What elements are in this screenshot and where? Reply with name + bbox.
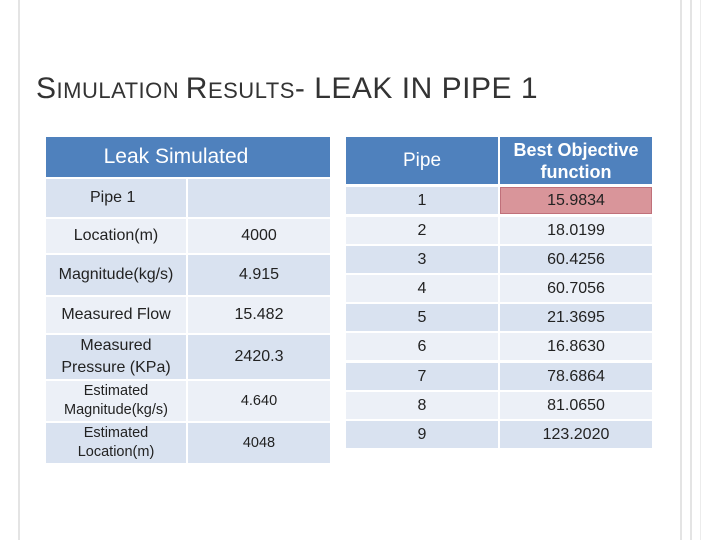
title-initial-r: R (185, 72, 208, 105)
table-row (46, 255, 330, 295)
row-label: Pipe 1 (46, 179, 186, 217)
row-label: Magnitude(kg/s) (46, 255, 186, 295)
row-label: Location(m) (46, 219, 186, 253)
objective-cell-highlighted: 15.9834 (500, 187, 652, 214)
slide-title (36, 72, 538, 106)
table-row (346, 217, 652, 244)
objective-cell: 60.4256 (500, 246, 652, 273)
row-value: 4048 (188, 423, 330, 463)
objective-column-header: Best Objective function (500, 137, 652, 184)
table-row (46, 297, 330, 333)
pipe-cell: 2 (346, 217, 498, 244)
row-value: 4000 (188, 219, 330, 253)
table-row (346, 333, 652, 360)
pipe-cell: 1 (346, 187, 498, 214)
table-row (346, 246, 652, 273)
table-row (346, 275, 652, 302)
title-smallcaps-1: IMULATION (56, 78, 186, 103)
leak-simulated-header: Leak Simulated (46, 137, 330, 177)
objective-cell: 21.3695 (500, 304, 652, 331)
objective-cell: 60.7056 (500, 275, 652, 302)
table-row (346, 363, 652, 390)
objective-cell: 81.0650 (500, 392, 652, 419)
table-row (346, 392, 652, 419)
row-value: 2420.3 (188, 335, 330, 379)
pipe-column-header: Pipe (346, 137, 498, 184)
row-value: 4.915 (188, 255, 330, 295)
pipe-cell: 4 (346, 275, 498, 302)
table-row (46, 423, 330, 463)
pipe-cell: 6 (346, 333, 498, 360)
row-value: 15.482 (188, 297, 330, 333)
table-row (346, 304, 652, 331)
table-row (46, 179, 330, 217)
pipe-cell: 3 (346, 246, 498, 273)
objective-cell: 78.6864 (500, 363, 652, 390)
slide-border-left (18, 0, 20, 540)
objective-cell: 16.8630 (500, 333, 652, 360)
slide-border-right-3 (700, 0, 701, 540)
row-label: Estimated Location(m) (46, 423, 186, 463)
row-value: 4.640 (188, 381, 330, 421)
row-label: Estimated Magnitude(kg/s) (46, 381, 186, 421)
pipe-cell: 5 (346, 304, 498, 331)
table-row (46, 219, 330, 253)
row-label: Measured Flow (46, 297, 186, 333)
row-value (188, 179, 330, 217)
objective-cell: 123.2020 (500, 421, 652, 448)
pipe-cell: 7 (346, 363, 498, 390)
title-rest: - LEAK IN PIPE 1 (294, 72, 538, 105)
table-row (46, 335, 330, 379)
objective-cell: 18.0199 (500, 217, 652, 244)
title-smallcaps-2: ESULTS (207, 78, 295, 103)
pipe-cell: 8 (346, 392, 498, 419)
pipe-cell: 9 (346, 421, 498, 448)
title-initial-s: S (36, 72, 57, 105)
slide-border-right-2 (690, 0, 692, 540)
slide-border-right (680, 0, 682, 540)
row-label: Measured Pressure (KPa) (46, 335, 186, 379)
table-row (46, 381, 330, 421)
table-row (346, 187, 652, 214)
table-row (346, 421, 652, 448)
